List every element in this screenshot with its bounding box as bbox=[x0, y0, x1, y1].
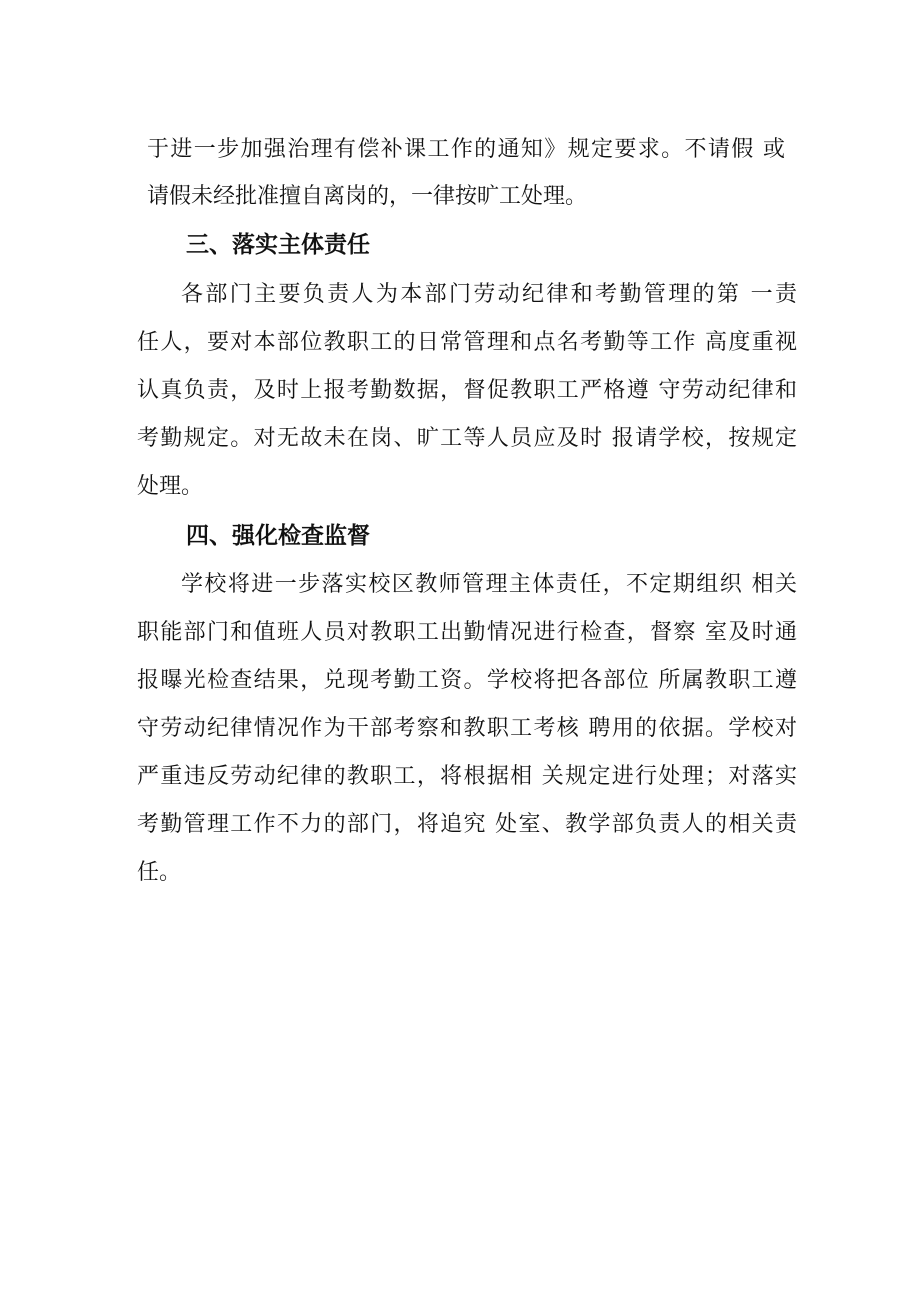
paragraph-line: 学校将进一步落实校区教师管理主体责任，不定期组织 相关 bbox=[181, 572, 797, 597]
section-heading-3: 三、落实主体责任 bbox=[186, 232, 370, 258]
paragraph-line: 考勤管理工作不力的部门，将追究 处室、教学部负责人的相关责 bbox=[137, 812, 797, 837]
paragraph-line: 请假未经批准擅自离岗的，一律按旷工处理。 bbox=[147, 184, 588, 209]
paragraph-line: 任。 bbox=[137, 860, 182, 885]
paragraph-line: 认真负责，及时上报考勤数据，督促教职工严格遵 守劳动纪律和 bbox=[137, 378, 797, 403]
paragraph-line: 任人，要对本部位教职工的日常管理和点名考勤等工作 高度重视 bbox=[137, 330, 797, 355]
paragraph-line: 考勤规定。对无故未在岗、旷工等人员应及时 报请学校，按规定 bbox=[137, 426, 797, 451]
paragraph-line: 各部门主要负责人为本部门劳动纪律和考勤管理的第 一责 bbox=[181, 282, 797, 307]
section-heading-4: 四、强化检查监督 bbox=[186, 523, 370, 549]
paragraph-line: 守劳动纪律情况作为干部考察和教职工考核 聘用的依据。学校对 bbox=[137, 716, 797, 741]
paragraph-line: 于进一步加强治理有偿补课工作的通知》规定要求。不请假 或 bbox=[147, 137, 785, 162]
paragraph-line: 职能部门和值班人员对教职工出勤情况进行检查，督察 室及时通 bbox=[137, 620, 797, 645]
paragraph-line: 处理。 bbox=[137, 474, 204, 499]
paragraph-line: 报曝光检查结果，兑现考勤工资。学校将把各部位 所属教职工遵 bbox=[137, 668, 797, 693]
paragraph-line: 严重违反劳动纪律的教职工，将根据相 关规定进行处理；对落实 bbox=[137, 764, 797, 789]
